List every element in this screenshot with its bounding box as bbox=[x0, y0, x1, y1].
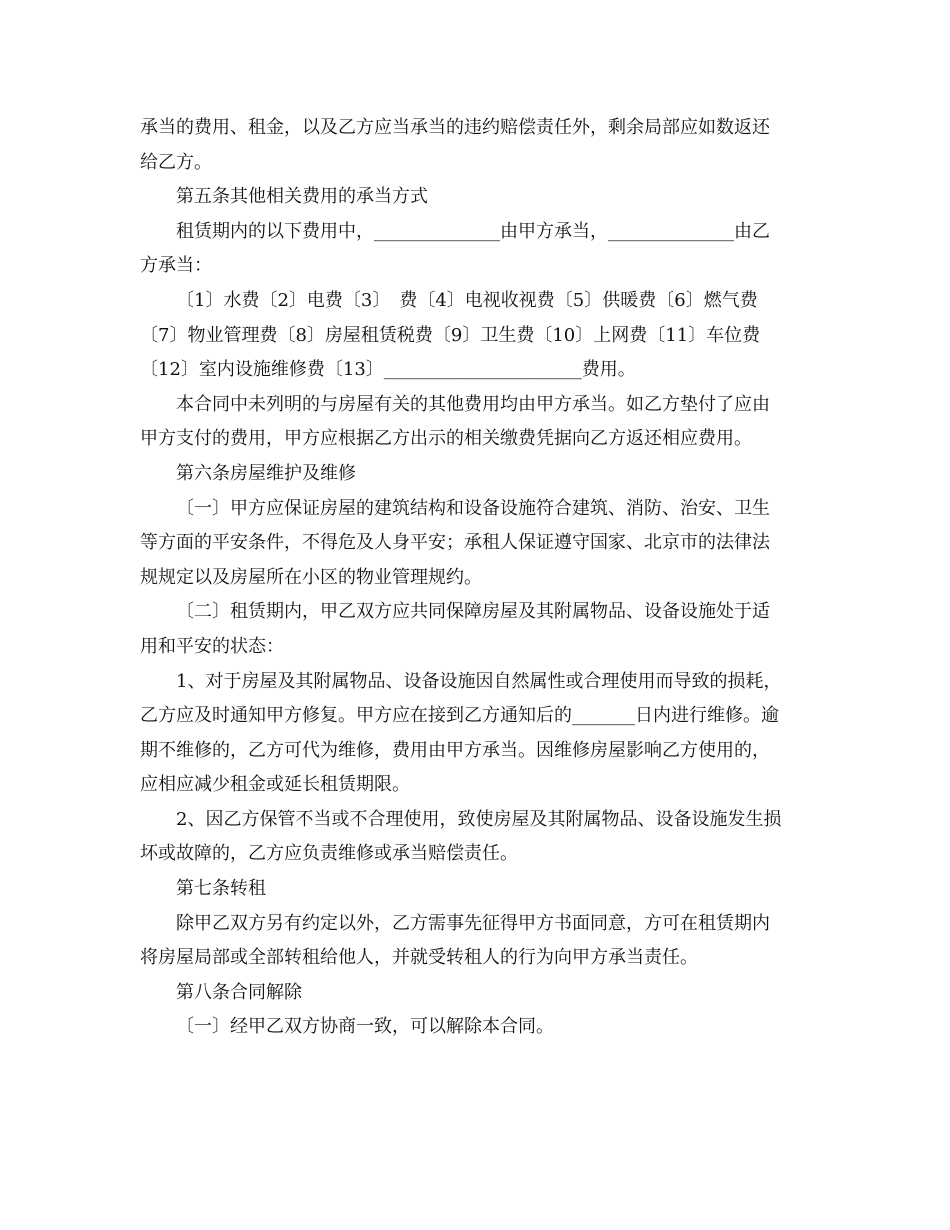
section-heading-article-6: 第六条房屋维护及维修 bbox=[176, 462, 356, 484]
text-line: 2、因乙方保管不当或不合理使用，致使房屋及其附属物品、设备设施发生损 bbox=[176, 808, 782, 830]
fee-list-line: 〔7〕物业管理费〔8〕房屋租赁税费〔9〕卫生费〔10〕上网费〔11〕车位费 bbox=[140, 324, 761, 346]
text-line: 方承当： bbox=[140, 255, 212, 277]
text-line: 〔一〕甲方应保证房屋的建筑结构和设备设施符合建筑、消防、治安、卫生 bbox=[176, 497, 770, 519]
text-line: 给乙方。 bbox=[140, 151, 212, 173]
text-line: 乙方应及时通知甲方修复。甲方应在接到乙方通知后的_______日内进行维修。逾 bbox=[140, 705, 779, 727]
text-line: 将房屋局部或全部转租给他人，并就受转租人的行为向甲方承当责任。 bbox=[140, 947, 698, 969]
text-line: 期不维修的，乙方可代为维修，费用由甲方承当。因维修房屋影响乙方使用的， bbox=[140, 739, 770, 761]
text-line: 等方面的平安条件，不得危及人身平安；承租人保证遵守国家、北京市的法律法 bbox=[140, 532, 770, 554]
section-heading-article-5: 第五条其他相关费用的承当方式 bbox=[176, 186, 428, 208]
text-line: 〔一〕经甲乙双方协商一致，可以解除本合同。 bbox=[176, 1016, 554, 1038]
section-heading-article-7: 第七条转租 bbox=[176, 878, 266, 900]
section-heading-article-8: 第八条合同解除 bbox=[176, 981, 302, 1003]
text-line: 除甲乙双方另有约定以外，乙方需事先征得甲方书面同意，方可在租赁期内 bbox=[176, 912, 770, 934]
text-line: 应相应减少租金或延长租赁期限。 bbox=[140, 774, 410, 796]
text-line: 甲方支付的费用，甲方应根据乙方出示的相关缴费凭据向乙方返还相应费用。 bbox=[140, 428, 752, 450]
document-page bbox=[140, 111, 810, 1045]
text-line: 〔二〕租赁期内，甲乙双方应共同保障房屋及其附属物品、设备设施处于适 bbox=[176, 601, 770, 623]
text-line: 承当的费用、租金，以及乙方应当承当的违约赔偿责任外，剩余局部应如数返还 bbox=[140, 117, 770, 138]
text-line: 规规定以及房屋所在小区的物业管理规约。 bbox=[140, 566, 482, 588]
fee-list-line: 〔1〕水费〔2〕电费〔3〕 费〔4〕电视收视费〔5〕供暖费〔6〕燃气费 bbox=[176, 289, 758, 311]
fee-list-line: 〔12〕室内设施维修费〔13〕______________________费用。 bbox=[140, 359, 636, 381]
text-line: 1、对于房屋及其附属物品、设备设施因自然属性或合理使用而导致的损耗， bbox=[176, 670, 782, 692]
text-line: 用和平安的状态： bbox=[140, 635, 284, 657]
text-line: 租赁期内的以下费用中，______________由甲方承当，______________由乙 bbox=[176, 220, 770, 242]
text-line: 坏或故障的，乙方应负责维修或承当赔偿责任。 bbox=[140, 843, 518, 865]
text-line: 本合同中未列明的与房屋有关的其他费用均由甲方承当。如乙方垫付了应由 bbox=[176, 393, 770, 415]
